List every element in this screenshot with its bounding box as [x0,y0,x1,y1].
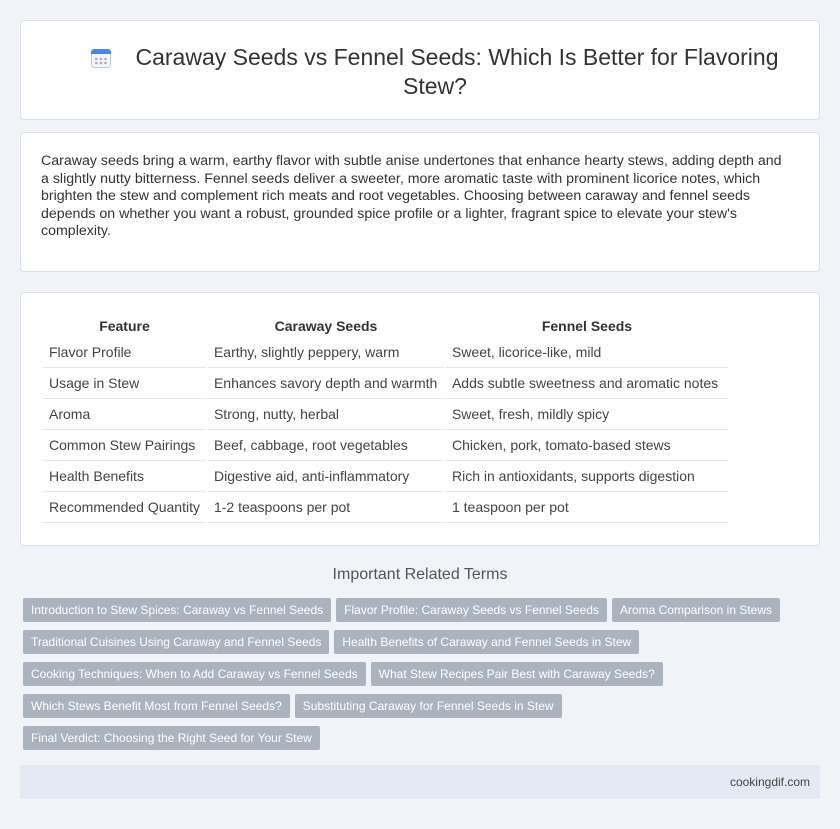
page-title-row [81,43,789,101]
table-cell: Aroma [43,399,207,430]
intro-card [20,132,820,272]
table-cell: 1 teaspoon per pot [445,492,729,523]
table-cell: Adds subtle sweetness and aromatic notes [445,368,729,399]
table-cell: Earthy, slightly peppery, warm [207,337,445,368]
header-caraway: Caraway Seeds [207,315,445,337]
header-fennel: Fennel Seeds [445,315,729,337]
table-cell: Health Benefits [43,461,207,492]
table-cell: 1-2 teaspoons per pot [207,492,445,523]
table-header-row [43,315,729,337]
related-terms-tags [23,598,813,758]
related-tag[interactable]: What Stew Recipes Pair Best with Caraway Seeds? [371,662,663,686]
table-row [43,368,729,399]
related-tag[interactable]: Substituting Caraway for Fennel Seeds in Stew [295,694,562,718]
related-tag[interactable]: Flavor Profile: Caraway Seeds vs Fennel Seeds [336,598,607,622]
related-tag[interactable]: Traditional Cuisines Using Caraway and Fennel Seeds [23,630,329,654]
table-cell: Recommended Quantity [43,492,207,523]
table-cell: Flavor Profile [43,337,207,368]
related-tag[interactable]: Cooking Techniques: When to Add Caraway vs Fennel Seeds [23,662,366,686]
table-row [43,492,729,523]
header-feature: Feature [43,315,207,337]
footer-site-link[interactable]: cookingdif.com [729,775,810,789]
table-cell: Strong, nutty, herbal [207,399,445,430]
calendar-icon [91,48,111,68]
page-title: Caraway Seeds vs Fennel Seeds: Which Is Better for Flavoring Stew? [135,44,779,99]
table-row [43,430,729,461]
table-row [43,399,729,430]
table-cell: Rich in antioxidants, supports digestion [445,461,729,492]
related-tag[interactable]: Final Verdict: Choosing the Right Seed for Your Stew [23,726,320,750]
table-cell: Enhances savory depth and warmth [207,368,445,399]
table-row [43,337,729,368]
title-card [20,20,820,120]
table-cell: Beef, cabbage, root vegetables [207,430,445,461]
intro-paragraph: Caraway seeds bring a warm, earthy flavor with subtle anise undertones that enhance hearty stews, adding depth and a slightly nutty bitterness. Fennel seeds deliver a sweeter, more aromatic taste with prominent licorice notes, which brighten the stew and complement rich meats and root vegetables. Choosing between caraway and fennel seeds depends on whether you want a robust, grounded spice profile or a lighter, fragrant spice to elevate your stew's complexity. [41,153,782,240]
table-cell: Sweet, fresh, mildly spicy [445,399,729,430]
related-tag[interactable]: Which Stews Benefit Most from Fennel Seeds? [23,694,290,718]
related-tag[interactable]: Introduction to Stew Spices: Caraway vs Fennel Seeds [23,598,331,622]
related-terms-title: Important Related Terms [332,566,508,583]
footer [20,765,820,799]
table-cell: Sweet, licorice-like, mild [445,337,729,368]
table-cell: Usage in Stew [43,368,207,399]
comparison-card [20,292,820,546]
table-cell: Chicken, pork, tomato-based stews [445,430,729,461]
comparison-table [43,315,730,523]
related-tag[interactable]: Health Benefits of Caraway and Fennel Seeds in Stew [334,630,639,654]
table-cell: Common Stew Pairings [43,430,207,461]
table-cell: Digestive aid, anti-inflammatory [207,461,445,492]
related-tag[interactable]: Aroma Comparison in Stews [612,598,780,622]
table-row [43,461,729,492]
